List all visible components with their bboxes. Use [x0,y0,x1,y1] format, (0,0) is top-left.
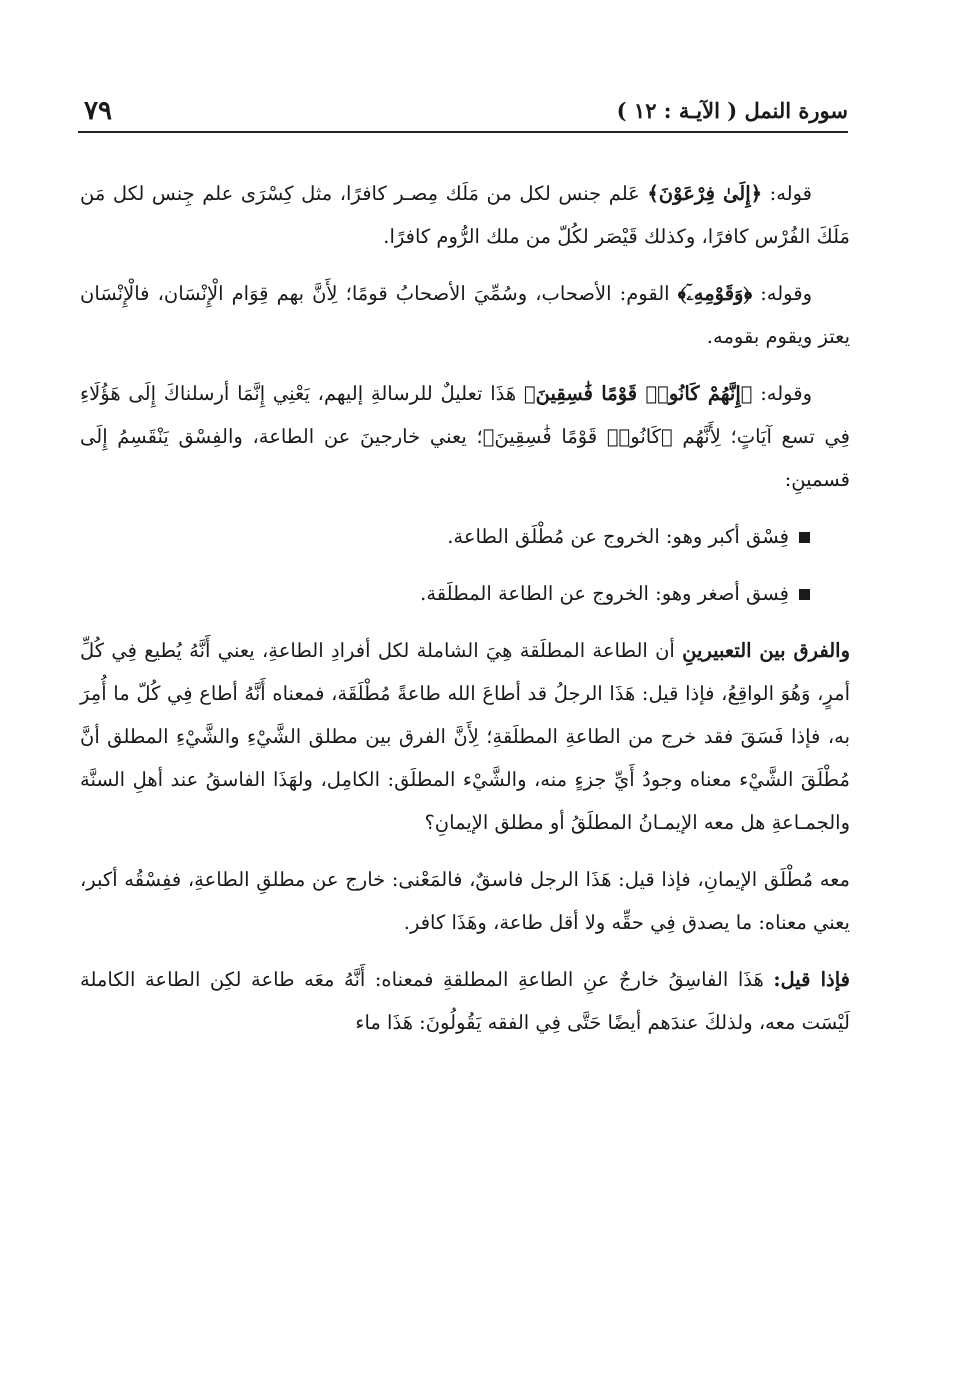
square-bullet-icon [799,589,810,600]
paragraph-text: عَلم جنس لكل من مَلَك مِصـر كافرًا، مثل كِسْرَى علم جِنس لكل مَن مَلَكَ الفُرْس كافرًا، وكذلك قَيْصَر لكُلّ من ملك الرُّوم كافرًا. [80,182,850,248]
quran-quote: ﴿وَقَوْمِهِۦٓ﴾ [677,282,753,305]
paragraph-lead: وقوله: [752,382,812,405]
list-item [80,572,810,615]
paragraph-lead: فإذا قيل: [773,968,850,991]
paragraph-text: هَذَا الفاسِقُ خارجٌ عنِ الطاعةِ المطلقةِ فمعناه: أَنَّهُ معَه طاعة لكِن الطاعة الكاملة لَيْسَت معه، ولذلكَ عندَهم أيضًا حَتَّى فِي الفقه يَقُولُونَ: هَذَا ماء [80,968,850,1034]
paragraph-difference [80,629,850,844]
list-item-text: فِسْق أكبر وهو: الخروج عن مُطْلَق الطاعة. [447,525,789,548]
surah-title: سورة النمل ( الآيـة : ١٢ ) [616,98,848,123]
page-number: ٧٩ [84,96,112,126]
paragraph-text: هَذَا تعليلٌ للرسالةِ إليهم، يَعْنِي إِنَّمَا أرسلناكَ إِلَى هَؤُلَاءِ فِي تسع آيَاتٍ؛ لِأَنَّهُم ﴿كَانُوا۟ قَوْمًا فَٰسِقِينَ﴾؛ يعني خارجينَ عن الطاعة، والفِسْق يَنْقَسِمُ إِلَى قسمينِ: [80,382,850,491]
paragraph-firaun [80,172,850,258]
paragraph-text: القوم: الأصحاب، وسُمِّيَ الأصحابُ قومًا؛ لِأَنَّ بهم قِوَام الْإِنْسَان، فالْإِنْسَان يعتز ويقوم بقومه. [80,282,850,348]
page-body [80,172,850,1058]
paragraph-lead: قوله: [762,182,813,205]
list-item-text: فِسق أصغر وهو: الخروج عن الطاعة المطلَقة. [420,582,789,605]
paragraph-fasiqin [80,372,850,501]
header-divider [78,131,848,133]
quran-quote: ﴿إِنَّهُمْ كَانُوا۟ قَوْمًا فَٰسِقِينَ﴾ [523,382,753,405]
square-bullet-icon [799,532,810,543]
fisq-types-list [80,515,850,615]
paragraph-lead: والفرق بين التعبيرينِ [682,639,850,662]
paragraph-last [80,958,850,1044]
paragraph-text: أن الطاعة المطلَقة هِيَ الشاملة لكل أفرادِ الطاعةِ، يعني أَنَّهُ يُطيع فِي كُلِّ أمرٍ، وَهُوَ الواقِعُ، فإذا قيل: هَذَا الرجلُ قد أطاعَ الله طاعةً مُطْلَقَة، فمعناه أَنَّهُ أطاع فِي كُلّ ما أُمِرَ به، فإذا فَسَقَ فقد خرج من الطاعةِ المطلَقةِ؛ لِأَنَّ الفرق بين مطلق الشَّيْءِ والشَّيْءِ المطلق أنَّ مُطْلَقَ الشَّيْء معناه وجودُ أَيِّ جزءٍ منه، والشَّيْء المطلَق: الكامِل، ولهَذَا الفاسقُ عند أهلِ السنَّة والجمـاعةِ هل معه الإيمـانُ المطلَقُ أو مطلق الإيمانِ؟ [80,639,850,834]
paragraph-text: معه مُطْلَق الإيمانِ، فإذا قيل: هَذَا الرجل فاسقٌ، فالمَعْنى: خارج عن مطلقِ الطاعةِ، ففِسْقُه أكبر، يعني معناه: ما يصدق فِي حقِّه ولا أقل طاعة، وهَذَا كافر. [80,868,850,934]
paragraph-qawm [80,272,850,358]
paragraph-lead: وقوله: [752,282,812,305]
quran-quote: ﴿إِلَىٰ فِرْعَوْنَ﴾ [647,182,763,205]
list-item [80,515,810,558]
paragraph-answer [80,858,850,944]
